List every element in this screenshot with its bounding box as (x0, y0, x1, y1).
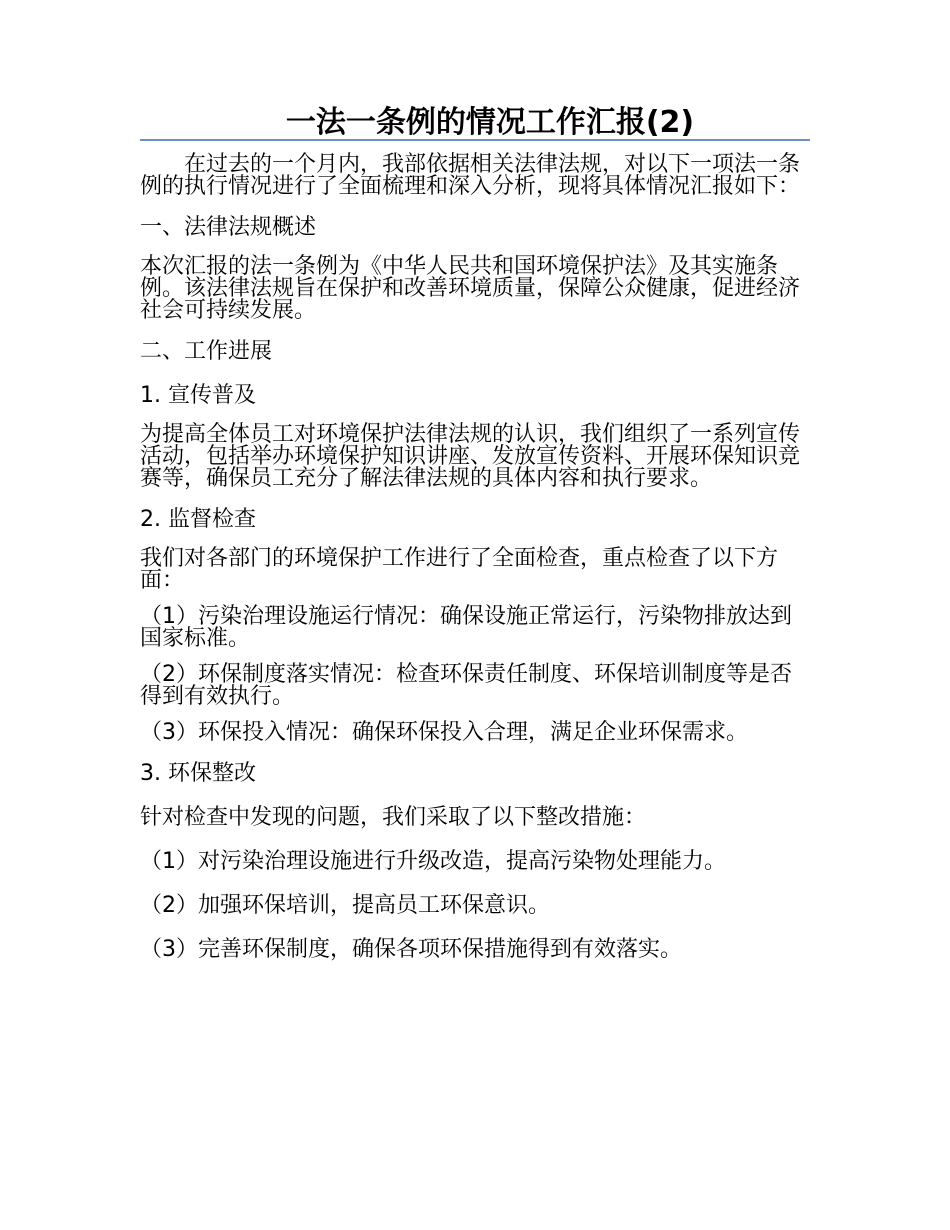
section-heading-progress: 二、工作进展 (140, 339, 273, 364)
overview-paragraph: 本次汇报的法一条例为《中华人民共和国环境保护法》及其实施条例。该法律法规旨在保护和改善环境质量，保障公众健康，促进经济社会可持续发展。 (140, 254, 801, 323)
intro-paragraph: 在过去的一个月内，我部依据相关法律法规，对以下一项法一条例的执行情况进行了全面梳理和深入分析，现将具体情况汇报如下： (140, 152, 801, 199)
rectification-item: （2）加强环保培训，提高员工环保意识。 (140, 893, 550, 918)
rectification-intro: 针对检查中发现的问题，我们采取了以下整改措施： (140, 805, 647, 830)
inspection-item: （3）环保投入情况：确保环保投入合理，满足企业环保需求。 (140, 720, 748, 745)
document-body (140, 154, 810, 978)
subheading-publicity: 1. 宣传普及 (140, 383, 256, 408)
section-heading-overview: 一、法律法规概述 (140, 215, 317, 240)
title-underline (140, 139, 810, 141)
rectification-item: （3）完善环保制度，确保各项环保措施得到有效落实。 (140, 937, 682, 962)
inspection-item: （2）环保制度落实情况：检查环保责任制度、环保培训制度等是否得到有效执行。 (140, 662, 792, 709)
page-title: 一法一条例的情况工作汇报(2) (285, 105, 695, 140)
inspection-item: （1）污染治理设施运行情况：确保设施正常运行，污染物排放达到国家标准。 (140, 604, 792, 651)
publicity-paragraph: 为提高全体员工对环境保护法律法规的认识，我们组织了一系列宣传活动，包括举办环境保护知识讲座、发放宣传资料、开展环保知识竞赛等，确保员工充分了解法律法规的具体内容和执行要求。 (140, 422, 801, 491)
subheading-inspection: 2. 监督检查 (140, 507, 256, 532)
rectification-item: （1）对污染治理设施进行升级改造，提高污染物处理能力。 (140, 849, 726, 874)
inspection-paragraph: 我们对各部门的环境保护工作进行了全面检查，重点检查了以下方面： (140, 546, 779, 593)
subheading-rectification: 3. 环保整改 (140, 761, 256, 786)
